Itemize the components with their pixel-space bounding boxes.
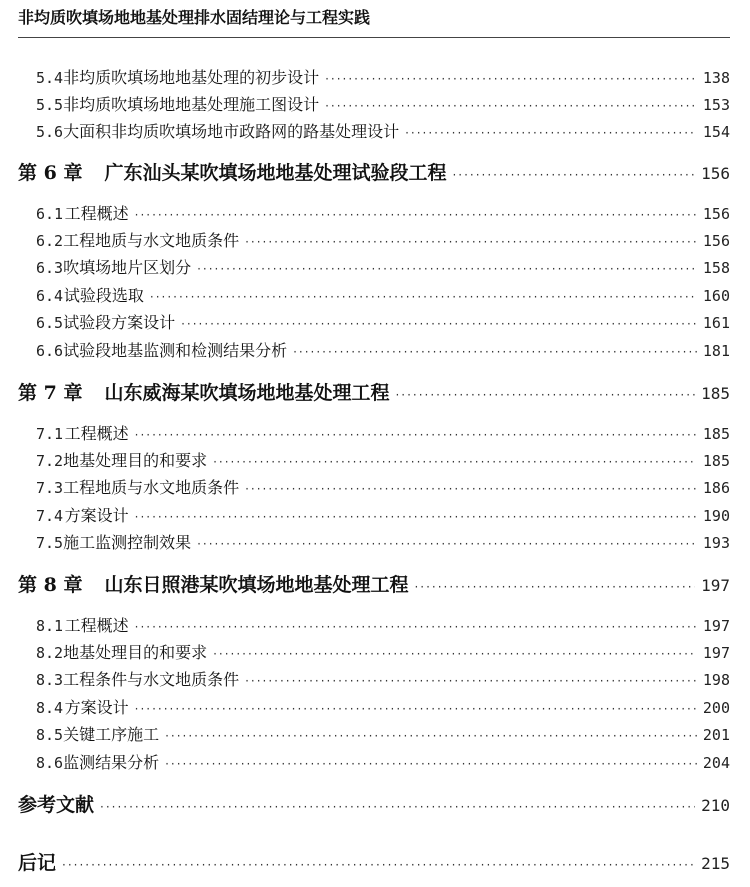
- dot-leader: [135, 615, 697, 639]
- chapter-title: 广东汕头某吹填场地地基处理试验段工程: [104, 162, 447, 184]
- toc-section-entry[interactable]: [36, 751, 730, 775]
- dot-leader: [100, 792, 695, 822]
- section-number: 5.5: [36, 96, 64, 114]
- section-number: 6.2: [36, 232, 64, 250]
- page-number: 197: [701, 576, 730, 595]
- dot-leader: [135, 203, 697, 227]
- chapter-title: 山东威海某吹填场地地基处理工程: [104, 382, 390, 404]
- page-number: 156: [701, 164, 730, 183]
- toc-chapter-entry[interactable]: [18, 378, 730, 408]
- dot-leader: [62, 850, 695, 880]
- section-title: 非均质吹填场地地基处理的初步设计: [63, 68, 320, 87]
- toc-section-entry[interactable]: [36, 723, 730, 747]
- section-title: 关键工序施工: [63, 725, 160, 744]
- page-number: 160: [702, 287, 730, 305]
- section-number: 6.3: [36, 259, 64, 277]
- page-number: 197: [702, 617, 730, 635]
- section-title: 试验段地基监测和检测结果分析: [63, 341, 288, 360]
- dot-leader: [325, 94, 697, 118]
- page-number: 190: [702, 507, 730, 525]
- toc-section-entry[interactable]: [36, 614, 730, 638]
- toc-section-entry[interactable]: [36, 284, 730, 308]
- dot-leader: [452, 160, 695, 190]
- section-number: 7.2: [36, 452, 64, 470]
- toc-section-entry[interactable]: [36, 449, 730, 473]
- dot-leader: [197, 532, 697, 556]
- page-number: 186: [702, 479, 730, 497]
- section-number: 5.4: [36, 69, 64, 87]
- page-number: 156: [702, 232, 730, 250]
- section-number: 8.2: [36, 644, 64, 662]
- toc-section-entry[interactable]: [36, 531, 730, 555]
- section-title: 方案设计: [64, 506, 129, 525]
- toc-chapter-entry[interactable]: [18, 158, 730, 188]
- page-number: 161: [702, 314, 730, 332]
- section-title: 工程概述: [64, 204, 129, 223]
- chapter-title: 山东日照港某吹填场地地基处理工程: [104, 574, 409, 596]
- section-number: 6.4: [36, 287, 64, 305]
- page-number: 215: [701, 854, 730, 873]
- section-number: 8.1: [36, 617, 64, 635]
- chapter-number: 第 8 章: [18, 574, 83, 596]
- chapter-title: 后记: [18, 852, 57, 874]
- section-title: 大面积非均质吹填场地市政路网的路基处理设计: [63, 122, 400, 141]
- page-number: 156: [702, 205, 730, 223]
- section-number: 6.6: [36, 342, 64, 360]
- toc-section-entry[interactable]: [36, 668, 730, 692]
- toc-section-entry[interactable]: [36, 696, 730, 720]
- toc-section-entry[interactable]: [36, 202, 730, 226]
- section-title: 监测结果分析: [63, 753, 160, 772]
- toc-section-entry[interactable]: [36, 476, 730, 500]
- dot-leader: [405, 121, 697, 145]
- dot-leader: [135, 505, 697, 529]
- toc-section-entry[interactable]: [36, 339, 730, 363]
- page-number: 201: [702, 726, 730, 744]
- section-number: 7.3: [36, 479, 64, 497]
- toc-section-entry[interactable]: [36, 422, 730, 446]
- dot-leader: [135, 423, 697, 447]
- chapter-number: 第 7 章: [18, 382, 83, 404]
- toc-chapter-entry[interactable]: [18, 570, 730, 600]
- section-number: 7.1: [36, 425, 64, 443]
- dot-leader: [150, 285, 697, 309]
- page-number: 204: [702, 754, 730, 772]
- section-title: 吹填场地片区划分: [63, 258, 192, 277]
- toc-section-entry[interactable]: [36, 120, 730, 144]
- page-number: 138: [702, 69, 730, 87]
- section-title: 工程地质与水文地质条件: [63, 478, 240, 497]
- section-title: 方案设计: [64, 698, 129, 717]
- toc-section-entry[interactable]: [36, 504, 730, 528]
- dot-leader: [181, 312, 697, 336]
- page-number: 197: [702, 644, 730, 662]
- toc-section-entry[interactable]: [36, 229, 730, 253]
- section-number: 8.4: [36, 699, 64, 717]
- page-number: 200: [702, 699, 730, 717]
- section-number: 6.1: [36, 205, 64, 223]
- section-title: 工程概述: [64, 616, 129, 635]
- dot-leader: [293, 340, 697, 364]
- section-number: 7.4: [36, 507, 64, 525]
- toc-section-entry[interactable]: [36, 311, 730, 335]
- chapter-number: 第 6 章: [18, 162, 83, 184]
- dot-leader: [165, 752, 697, 776]
- dot-leader: [414, 572, 695, 602]
- section-title: 地基处理目的和要求: [63, 451, 208, 470]
- dot-leader: [245, 669, 697, 693]
- toc-chapter-entry[interactable]: [18, 848, 730, 878]
- running-header: 非均质吹填场地地基处理排水固结理论与工程实践: [18, 8, 371, 27]
- dot-leader: [135, 697, 697, 721]
- toc-chapter-entry[interactable]: [18, 790, 730, 820]
- page-number: 210: [701, 796, 730, 815]
- page-number: 181: [702, 342, 730, 360]
- section-title: 工程概述: [64, 424, 129, 443]
- section-title: 工程条件与水文地质条件: [63, 670, 240, 689]
- section-number: 5.6: [36, 123, 64, 141]
- toc-section-entry[interactable]: [36, 641, 730, 665]
- section-title: 非均质吹填场地地基处理施工图设计: [63, 95, 320, 114]
- section-number: 8.3: [36, 671, 64, 689]
- dot-leader: [197, 257, 697, 281]
- page-number: 198: [702, 671, 730, 689]
- section-title: 地基处理目的和要求: [63, 643, 208, 662]
- section-number: 8.5: [36, 726, 64, 744]
- chapter-title: 参考文献: [18, 794, 95, 816]
- page-number: 185: [702, 452, 730, 470]
- dot-leader: [325, 67, 697, 91]
- section-number: 8.6: [36, 754, 64, 772]
- section-title: 试验段选取: [63, 286, 144, 305]
- page-number: 193: [702, 534, 730, 552]
- toc-section-entry[interactable]: [36, 93, 730, 117]
- dot-leader: [395, 380, 695, 410]
- section-number: 6.5: [36, 314, 64, 332]
- toc-section-entry[interactable]: [36, 66, 730, 90]
- dot-leader: [245, 230, 697, 254]
- dot-leader: [213, 642, 697, 666]
- dot-leader: [165, 724, 697, 748]
- dot-leader: [245, 477, 697, 501]
- section-title: 试验段方案设计: [63, 313, 176, 332]
- page-number: 185: [702, 425, 730, 443]
- page-number: 153: [702, 96, 730, 114]
- dot-leader: [213, 450, 697, 474]
- page-number: 185: [701, 384, 730, 403]
- page-number: 158: [702, 259, 730, 277]
- page-number: 154: [702, 123, 730, 141]
- toc-section-entry[interactable]: [36, 256, 730, 280]
- section-title: 工程地质与水文地质条件: [63, 231, 240, 250]
- section-title: 施工监测控制效果: [63, 533, 192, 552]
- section-number: 7.5: [36, 534, 64, 552]
